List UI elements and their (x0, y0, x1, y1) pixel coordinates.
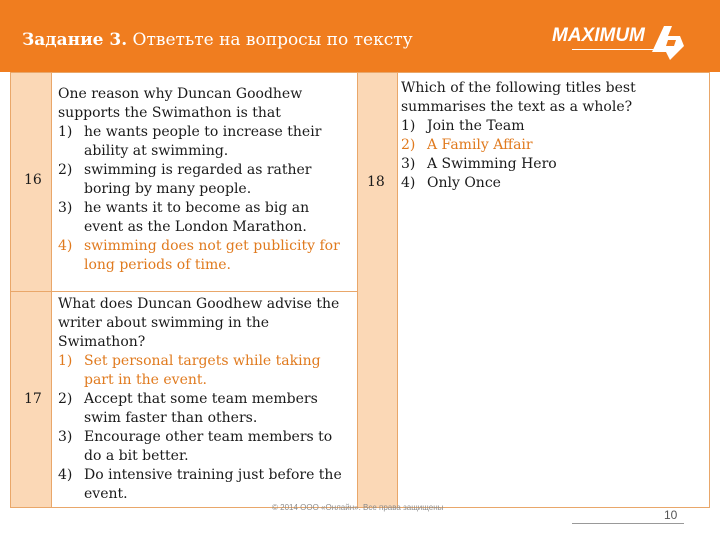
grid-line (397, 73, 398, 507)
answer-option[interactable]: 1) Join the Team (401, 118, 525, 134)
page-title (22, 30, 413, 50)
question-stem: Which of the following titles best summarises the text as a whole? (401, 80, 636, 115)
footer-divider (572, 523, 684, 524)
answer-option[interactable]: 3) A Swimming Hero (401, 156, 557, 172)
number-cell-18 (357, 73, 397, 507)
questions-table (10, 72, 710, 508)
grid-line (51, 73, 52, 507)
logo-icon (650, 22, 686, 60)
answer-option[interactable]: 3) Encourage other team members to do a bit better. (58, 429, 333, 464)
answer-option[interactable]: 1) he wants people to increase their ability at swimming. (58, 124, 322, 159)
task-label: Задание 3. (22, 30, 128, 50)
correct-answer-option[interactable]: 2) A Family Affair (401, 137, 533, 153)
answer-option[interactable]: 4) Only Once (401, 175, 501, 191)
question-18 (401, 79, 647, 193)
answer-option[interactable]: 2) swimming is regarded as rather boring by many people. (58, 162, 312, 197)
question-stem: One reason why Duncan Goodhew supports the Swimathon is that (58, 86, 303, 121)
question-number: 16 (24, 172, 42, 188)
page-number: 10 (664, 508, 678, 522)
question-number: 18 (367, 174, 385, 190)
task-instruction: Ответьте на вопросы по тексту (127, 30, 413, 50)
logo-text: MAXIMUM (552, 25, 645, 46)
answer-option[interactable]: 2) Accept that some team members swim faster than others. (58, 391, 318, 426)
grid-line (11, 291, 357, 292)
question-stem: What does Duncan Goodhew advise the writer about swimming in the Swimathon? (58, 296, 340, 350)
question-number: 17 (24, 391, 42, 407)
correct-answer-option[interactable]: 1) Set personal targets while taking part in the event. (58, 353, 321, 388)
grid-line (357, 73, 358, 507)
answer-option[interactable]: 3) he wants it to become as big an event as the London Marathon. (58, 200, 310, 235)
answer-option[interactable]: 4) Do intensive training just before the event. (58, 467, 342, 502)
logo-tagline-line (572, 49, 654, 52)
maximum-logo (552, 22, 686, 62)
header-bar (0, 0, 720, 72)
correct-answer-option[interactable]: 4) swimming does not get publicity for long periods of time. (58, 238, 340, 273)
question-16 (58, 85, 350, 275)
copyright-text: © 2014 ООО «Онлайн». Все права защищены (272, 503, 444, 512)
question-17 (58, 295, 354, 504)
